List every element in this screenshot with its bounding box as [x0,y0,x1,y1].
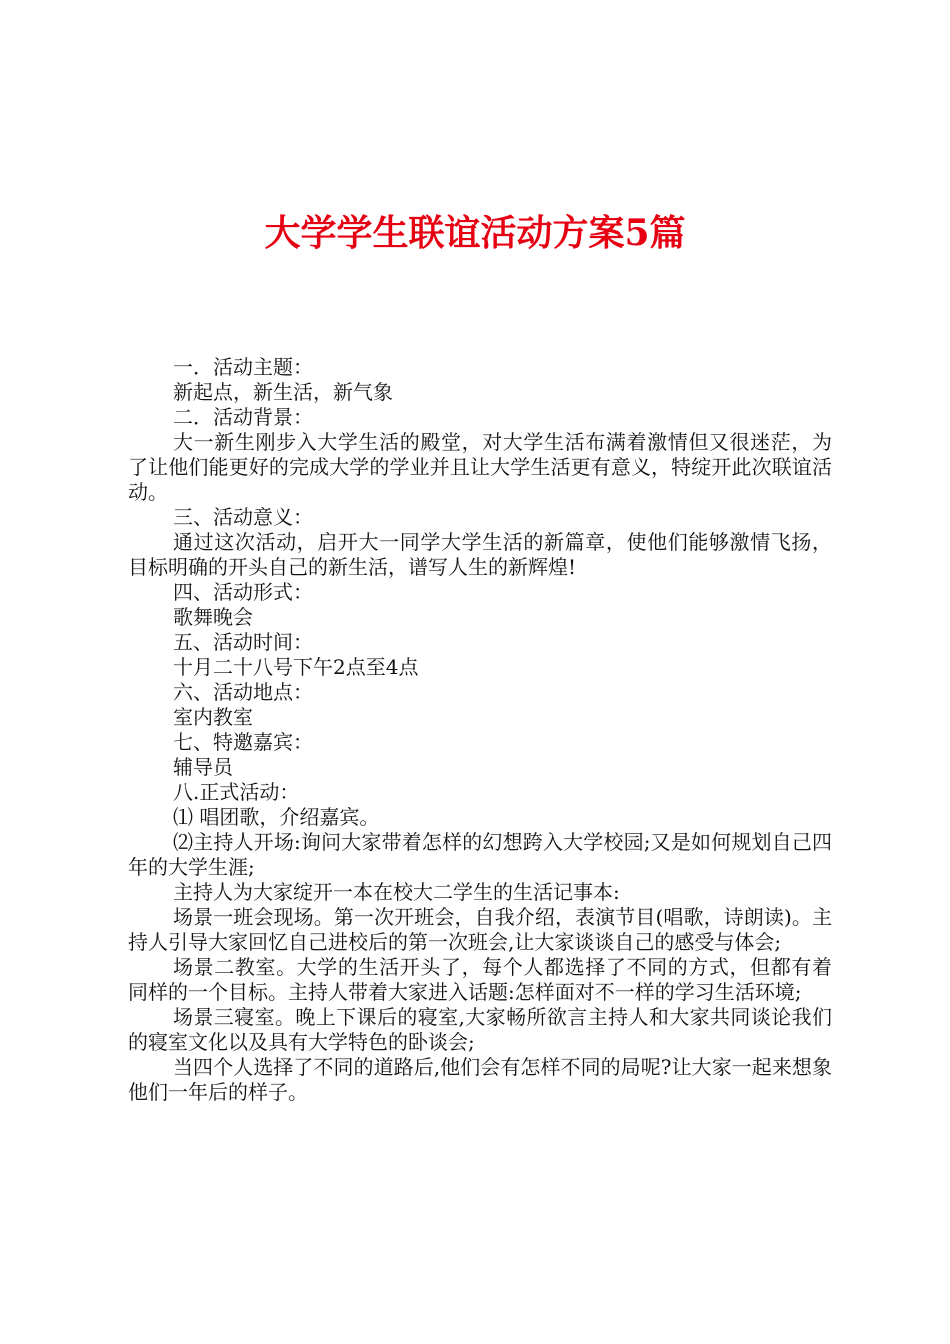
document-body [128,355,832,1105]
paragraph-location-heading: 六、活动地点： [173,680,313,704]
paragraph-theme: 新起点，新生活，新气象 [173,380,393,404]
paragraph-notebook-intro: 主持人为大家绽开一本在校大二学生的生活记事本: [173,880,620,904]
paragraph-scene-2: 场景二教室。大学的生活开头了，每个人都选择了不同的方式，但都有着同样的一个目标。主持人带着大家进入话题:怎样面对不一样的学习生活环境; [128,955,832,1004]
paragraph-meaning-heading: 三、活动意义： [173,505,313,529]
paragraph-guests: 辅导员 [173,755,233,779]
paragraph-meaning: 通过这次活动，启开大一同学大学生活的新篇章，使他们能够激情飞扬，目标明确的开头自己的新生活，谱写人生的新辉煌! [128,530,832,579]
paragraph-theme-heading: 一．活动主题： [173,355,313,379]
paragraph-activity-step-1: ⑴ 唱团歌，介绍嘉宾。 [173,805,380,829]
paragraph-scene-1: 场景一班会现场。第一次开班会，自我介绍，表演节目(唱歌，诗朗读)。主持人引导大家回忆自己进校后的第一次班会,让大家谈谈自己的感受与体会; [128,905,832,954]
paragraph-scene-3: 场景三寝室。晚上下课后的寝室,大家畅所欲言主持人和大家共同谈论我们的寝室文化以及具有大学特色的卧谈会; [128,1005,832,1054]
document-title: 大学学生联谊活动方案5篇 [264,212,686,254]
paragraph-guests-heading: 七、特邀嘉宾： [173,730,313,754]
paragraph-time-heading: 五、活动时间： [173,630,313,654]
paragraph-form: 歌舞晚会 [173,605,253,629]
paragraph-background-heading: 二．活动背景： [173,405,313,429]
paragraph-location: 室内教室 [173,705,253,729]
paragraph-background: 大一新生刚步入大学生活的殿堂，对大学生活布满着激情但又很迷茫，为了让他们能更好的完成大学的学业并且让大学生活更有意义，特绽开此次联谊活动。 [128,430,832,504]
paragraph-closing: 当四个人选择了不同的道路后,他们会有怎样不同的局呢?让大家一起来想象他们一年后的样子。 [128,1055,832,1104]
paragraph-activity-step-2: ⑵主持人开场:询问大家带着怎样的幻想跨入大学校园;又是如何规划自己四年的大学生涯; [128,830,832,879]
paragraph-time: 十月二十八号下午2点至4点 [173,655,419,679]
paragraph-form-heading: 四、活动形式： [173,580,313,604]
paragraph-activity-heading: 八.正式活动： [173,780,300,804]
